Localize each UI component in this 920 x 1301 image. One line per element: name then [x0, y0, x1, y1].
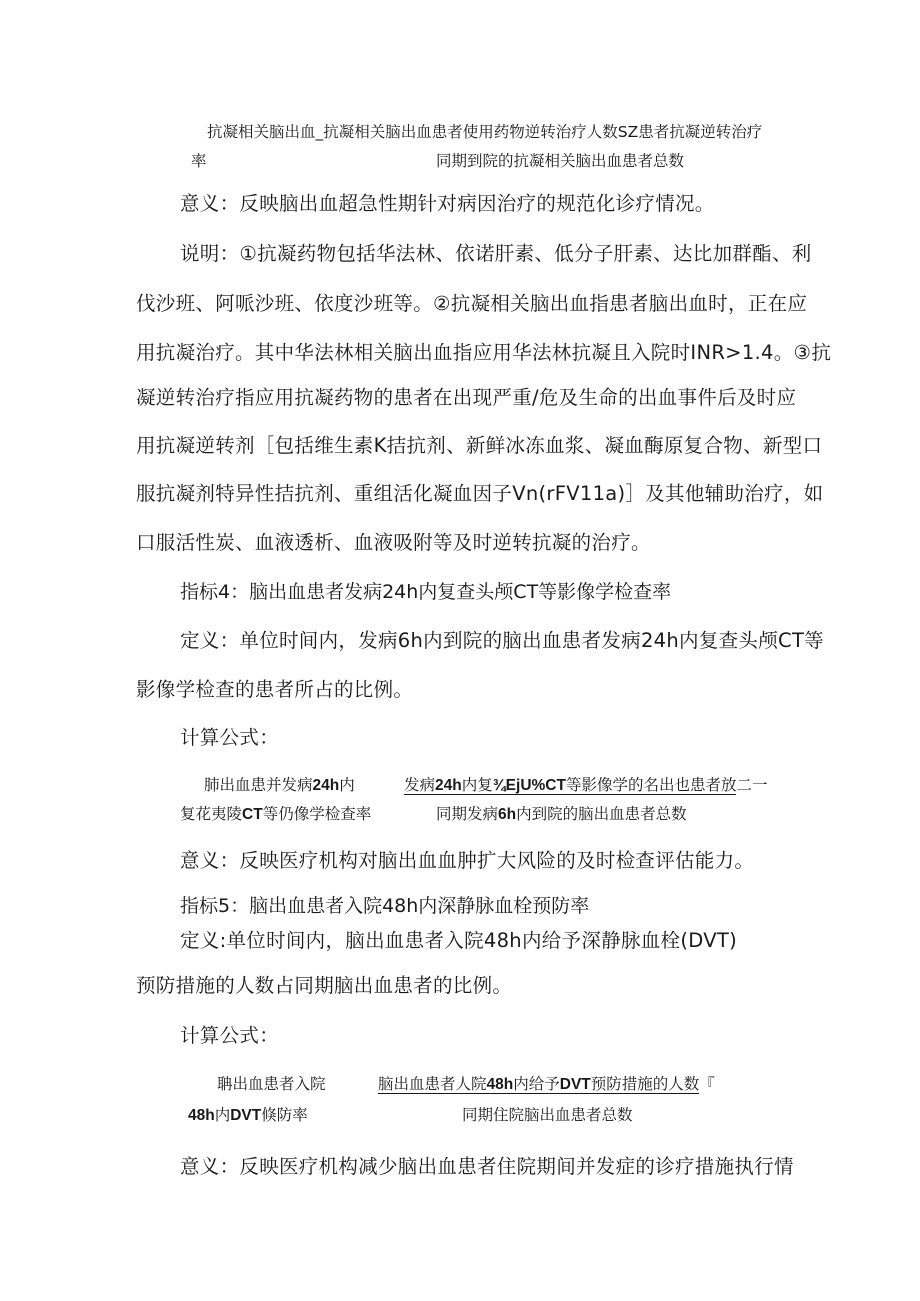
indicator4-formula-label: 计算公式：: [180, 726, 280, 749]
indicator4-meaning: 意义：反映医疗机构对脑出血血肿扩大风险的及时检查评估能力。: [180, 849, 755, 872]
note-line-1: 说明：①抗凝药物包括华法林、依诺肝素、低分子肝素、达比加群酯、利: [180, 242, 812, 265]
note-line-7: 口服活性炭、血液透析、血液吸附等及时逆转抗凝的治疗。: [136, 531, 651, 554]
indicator5-heading: 指标5：脑出血患者入院48h内深静脉血栓预防率: [180, 895, 590, 917]
indicator4-definition-line-1: 定义：单位时间内，发病6h内到院的脑出血患者发病24h内复查头颅CT等: [180, 629, 824, 652]
formula1-left-tail: 率: [191, 152, 207, 170]
indicator4-formula-denominator: 同期发病6h内到院的脑出血患者总数: [436, 805, 687, 823]
indicator4-definition-line-2: 影像学检查的患者所占的比例。: [136, 678, 414, 701]
note-line-2: 伐沙班、阿哌沙班、依度沙班等。②抗凝相关脑出血指患者脑出血时，正在应: [136, 292, 808, 315]
note-line-5: 用抗凝逆转剂［包括维生素K拮抗剂、新鲜冰冻血浆、凝血酶原复合物、新型口: [136, 434, 823, 457]
indicator5-formula-left-top: 聃出血患者入院: [217, 1075, 326, 1093]
formula1-numerator: 抗凝相关脑出血_抗凝相关脑出血患者使用药物逆转治疗人数SZ患者抗凝逆转治疗: [207, 123, 763, 141]
indicator5-formula-label: 计算公式：: [180, 1024, 280, 1047]
indicator5-formula-numerator: 脑出血患者人院48h内给予DVT预防措施的人数『: [378, 1075, 715, 1093]
indicator5-definition-line-2: 预防措施的人数占同期脑出血患者的比例。: [136, 974, 513, 997]
indicator4-formula-left-bottom: 复花夷陵CT等仍像学检查率: [180, 805, 372, 823]
formula1-denominator: 同期到院的抗凝相关脑出血患者总数: [436, 152, 685, 170]
indicator4-heading: 指标4：脑出血患者发病24h内复查头颅CT等影像学检查率: [180, 581, 672, 603]
indicator5-formula-denominator: 同期住院脑出血患者总数: [462, 1106, 633, 1124]
indicator4-formula-numerator: 发病24h内复¾EjU%CT等影像学的名出也患者放二一: [404, 776, 768, 794]
note-line-3: 用抗凝治疗。其中华法林相关脑出血指应用华法林抗凝且入院时INR>1.4。③抗: [136, 341, 832, 364]
indicator5-formula-left-bottom: 48h内DVT倏防率: [188, 1106, 308, 1124]
indicator5-meaning: 意义：反映医疗机构减少脑出血患者住院期间并发症的诊疗措施执行情: [180, 1155, 794, 1178]
note-line-4: 凝逆转治疗指应用抗凝药物的患者在出现严重/危及生命的出血事件后及时应: [136, 386, 797, 409]
note-line-6: 服抗凝剂特异性拮抗剂、重组活化凝血因子Vn(rFV11a)］及其他辅助治疗，如: [136, 482, 824, 505]
indicator5-definition-line-1: 定义:单位时间内，脑出血患者入院48h内给予深静脉血栓(DVT): [180, 929, 737, 952]
meaning-paragraph-1: 意义：反映脑出血超急性期针对病因治疗的规范化诊疗情况。: [180, 192, 715, 215]
indicator4-formula-left-top: 肺出血患并发病24h内: [204, 776, 355, 794]
